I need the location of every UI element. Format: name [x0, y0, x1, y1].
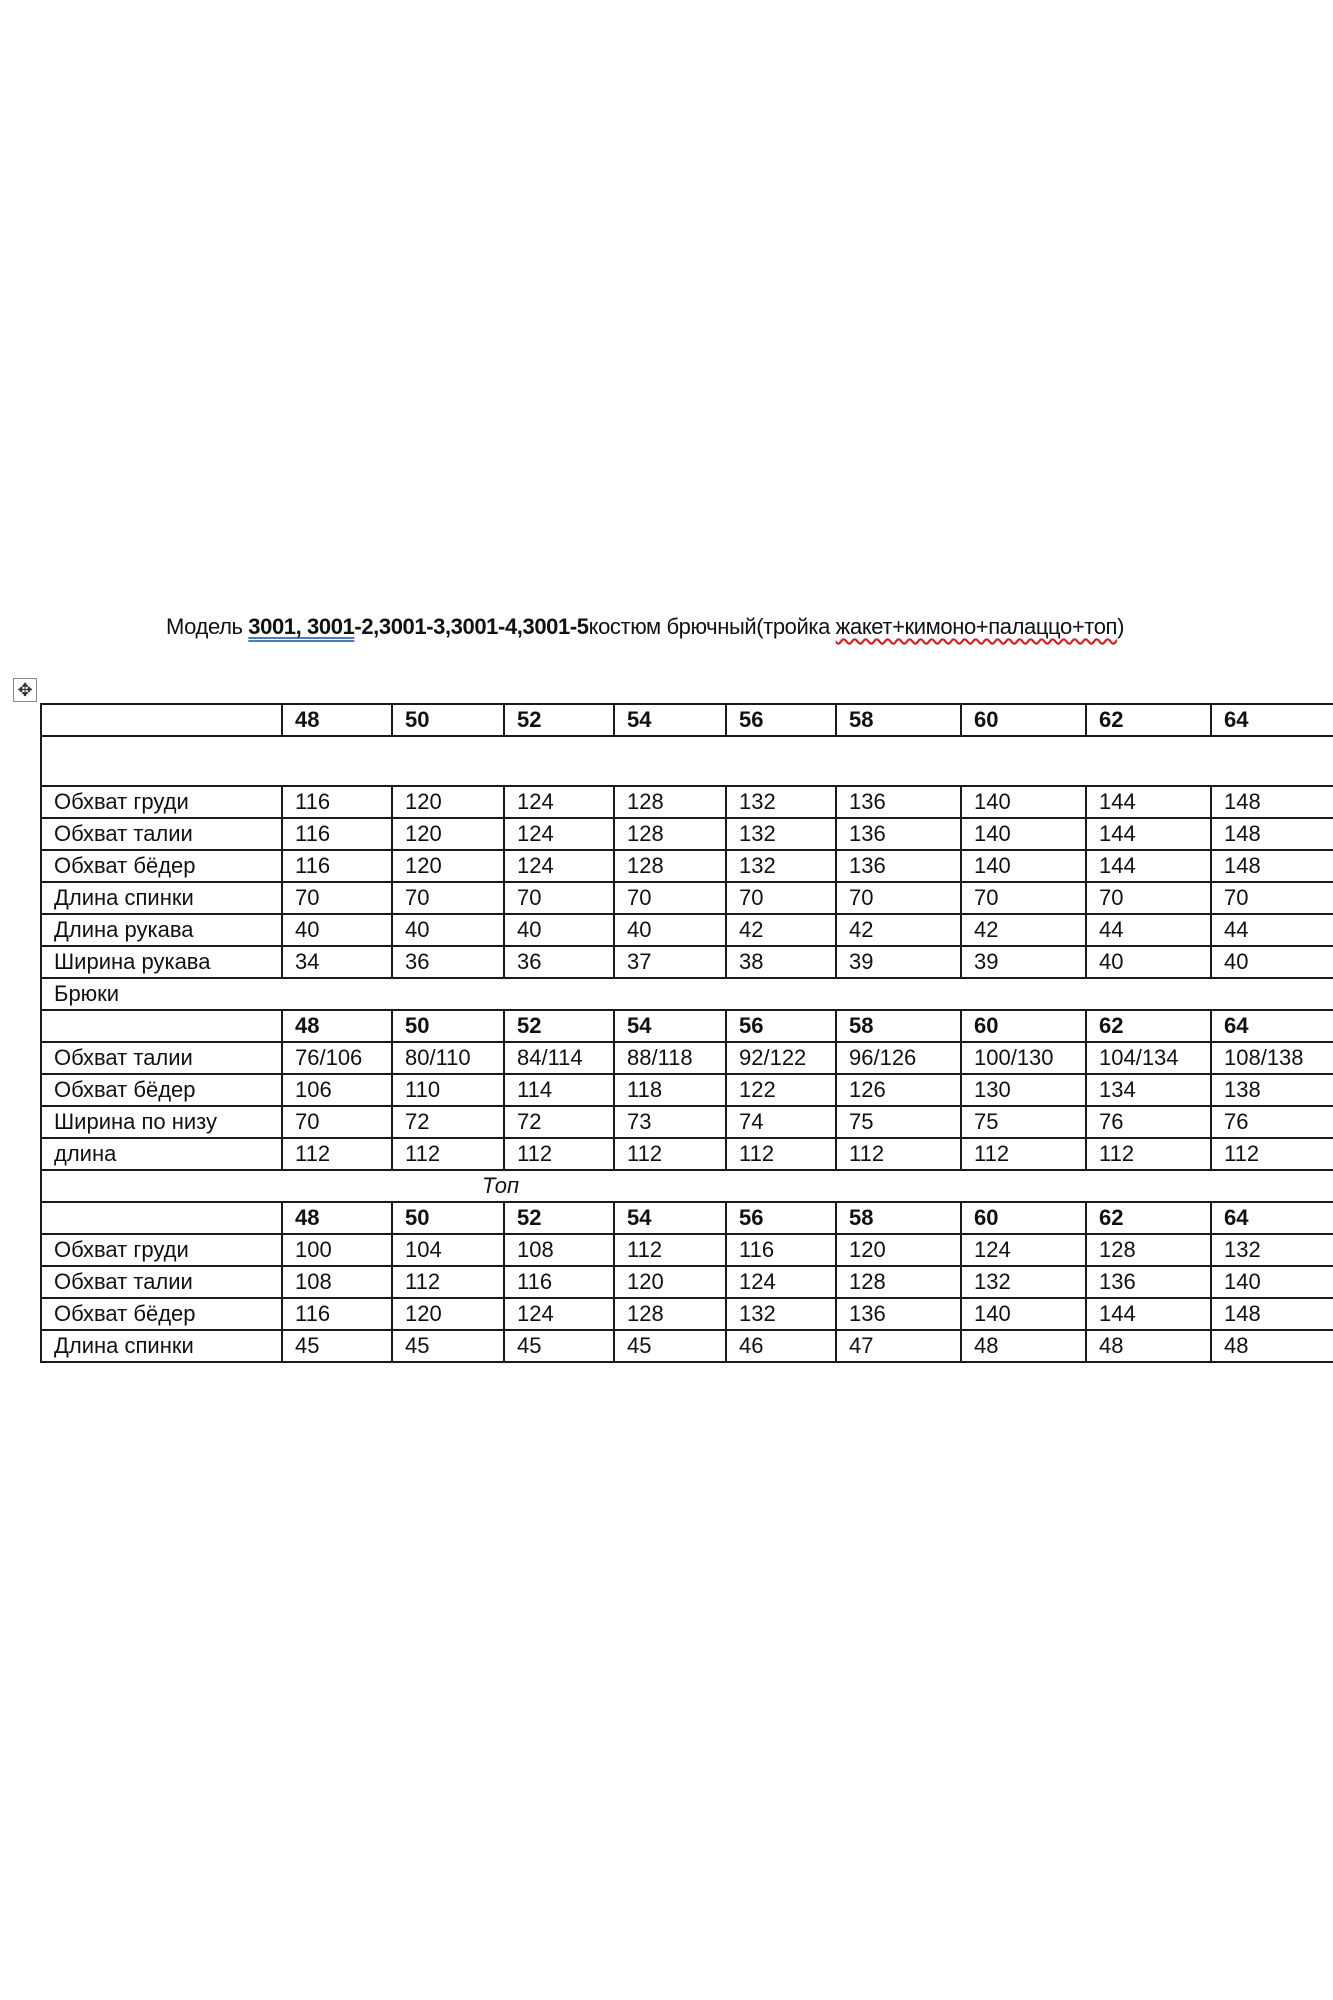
measure-value: 45 — [504, 1330, 614, 1362]
measure-value: 70 — [614, 882, 726, 914]
measure-value: 100 — [282, 1234, 392, 1266]
measure-value: 42 — [836, 914, 961, 946]
measure-label: Ширина по низу — [41, 1106, 282, 1138]
measure-value: 134 — [1086, 1074, 1211, 1106]
size-header-cell: 62 — [1086, 1010, 1211, 1042]
size-header-cell: 60 — [961, 704, 1086, 736]
measure-value: 45 — [392, 1330, 504, 1362]
measure-value: 40 — [1086, 946, 1211, 978]
measure-value: 128 — [614, 818, 726, 850]
table-row — [41, 914, 1333, 946]
measure-value: 128 — [614, 786, 726, 818]
section-heading-top: Топ — [41, 1170, 1333, 1202]
size-header-cell: 64 — [1211, 1010, 1333, 1042]
measure-value: 39 — [836, 946, 961, 978]
measure-value: 88/118 — [614, 1042, 726, 1074]
measure-value: 92/122 — [726, 1042, 836, 1074]
measure-value: 112 — [726, 1138, 836, 1170]
measure-label: Обхват груди — [41, 1234, 282, 1266]
measure-value: 120 — [614, 1266, 726, 1298]
measure-value: 124 — [961, 1234, 1086, 1266]
measure-value: 36 — [392, 946, 504, 978]
measure-value: 70 — [726, 882, 836, 914]
measure-value: 70 — [1211, 882, 1333, 914]
size-header-cell: 60 — [961, 1010, 1086, 1042]
document-title — [166, 614, 1124, 640]
measure-value: 136 — [836, 818, 961, 850]
measure-value: 84/114 — [504, 1042, 614, 1074]
measure-value: 112 — [614, 1234, 726, 1266]
measure-value: 40 — [282, 914, 392, 946]
measure-value: 128 — [614, 850, 726, 882]
measure-value: 70 — [1086, 882, 1211, 914]
measure-value: 124 — [504, 818, 614, 850]
measure-value: 116 — [282, 1298, 392, 1330]
measure-value: 104/134 — [1086, 1042, 1211, 1074]
measure-value: 130 — [961, 1074, 1086, 1106]
measure-value: 128 — [836, 1266, 961, 1298]
header-label-cell — [41, 1202, 282, 1234]
table-row — [41, 1330, 1333, 1362]
title-models: -2,3001-3,3001-4,3001-5 — [354, 614, 589, 639]
size-header-cell: 56 — [726, 1202, 836, 1234]
measure-value: 128 — [1086, 1234, 1211, 1266]
measure-value: 136 — [836, 850, 961, 882]
measure-value: 112 — [392, 1266, 504, 1298]
measure-value: 120 — [392, 818, 504, 850]
section-heading-row — [41, 978, 1333, 1010]
size-header-cell: 50 — [392, 1010, 504, 1042]
measure-label: Обхват груди — [41, 786, 282, 818]
measure-value: 122 — [726, 1074, 836, 1106]
measure-value: 104 — [392, 1234, 504, 1266]
table-row — [41, 882, 1333, 914]
measure-value: 76 — [1211, 1106, 1333, 1138]
measure-value: 96/126 — [836, 1042, 961, 1074]
measure-value: 140 — [961, 818, 1086, 850]
size-header-cell: 54 — [614, 1202, 726, 1234]
measure-value: 108/138 — [1211, 1042, 1333, 1074]
measure-value: 36 — [504, 946, 614, 978]
measure-value: 110 — [392, 1074, 504, 1106]
measure-value: 116 — [282, 850, 392, 882]
size-header-cell: 64 — [1211, 704, 1333, 736]
measure-value: 75 — [836, 1106, 961, 1138]
measure-value: 132 — [726, 786, 836, 818]
table-row — [41, 1298, 1333, 1330]
measure-value: 114 — [504, 1074, 614, 1106]
measure-value: 70 — [504, 882, 614, 914]
table-row — [41, 786, 1333, 818]
measure-value: 124 — [504, 850, 614, 882]
measure-value: 116 — [726, 1234, 836, 1266]
measure-value: 116 — [282, 818, 392, 850]
measure-value: 120 — [836, 1234, 961, 1266]
measure-value: 148 — [1211, 850, 1333, 882]
table-row — [41, 1106, 1333, 1138]
measure-value: 120 — [392, 850, 504, 882]
size-header-cell: 48 — [282, 1202, 392, 1234]
table-row — [41, 1138, 1333, 1170]
empty-row — [41, 736, 1333, 786]
measure-value: 74 — [726, 1106, 836, 1138]
measure-label: Длина спинки — [41, 1330, 282, 1362]
size-header-cell: 58 — [836, 1010, 961, 1042]
header-label-cell — [41, 1010, 282, 1042]
measure-value: 72 — [392, 1106, 504, 1138]
size-header-cell: 62 — [1086, 704, 1211, 736]
size-header-cell: 64 — [1211, 1202, 1333, 1234]
measure-value: 70 — [836, 882, 961, 914]
measure-value: 108 — [282, 1266, 392, 1298]
table-row — [41, 818, 1333, 850]
measure-value: 76 — [1086, 1106, 1211, 1138]
measure-value: 140 — [961, 1298, 1086, 1330]
measure-label: Обхват талии — [41, 1042, 282, 1074]
measure-label: Длина рукава — [41, 914, 282, 946]
measure-value: 112 — [961, 1138, 1086, 1170]
measure-value: 138 — [1211, 1074, 1333, 1106]
measure-value: 45 — [282, 1330, 392, 1362]
measure-value: 48 — [961, 1330, 1086, 1362]
size-header-cell: 54 — [614, 1010, 726, 1042]
table-row — [41, 1074, 1333, 1106]
measure-value: 80/110 — [392, 1042, 504, 1074]
measure-label: длина — [41, 1138, 282, 1170]
measure-value: 132 — [726, 818, 836, 850]
size-header-cell: 48 — [282, 1010, 392, 1042]
size-header-cell: 48 — [282, 704, 392, 736]
measure-value: 48 — [1086, 1330, 1211, 1362]
measure-value: 40 — [614, 914, 726, 946]
size-header-cell: 52 — [504, 704, 614, 736]
measure-value: 76/106 — [282, 1042, 392, 1074]
measure-value: 126 — [836, 1074, 961, 1106]
title-middle: костюм брючный(тройка — [588, 614, 836, 639]
measure-value: 148 — [1211, 1298, 1333, 1330]
header-label-cell — [41, 704, 282, 736]
measure-value: 48 — [1211, 1330, 1333, 1362]
size-header-cell: 54 — [614, 704, 726, 736]
measure-value: 70 — [961, 882, 1086, 914]
measure-value: 75 — [961, 1106, 1086, 1138]
size-header-cell: 50 — [392, 1202, 504, 1234]
measure-value: 112 — [836, 1138, 961, 1170]
measure-value: 112 — [504, 1138, 614, 1170]
table-row — [41, 1266, 1333, 1298]
measure-value: 40 — [1211, 946, 1333, 978]
measure-value: 37 — [614, 946, 726, 978]
title-prefix: Модель — [166, 614, 249, 639]
measure-value: 73 — [614, 1106, 726, 1138]
section-heading-trousers: Брюки — [41, 978, 1333, 1010]
measure-value: 39 — [961, 946, 1086, 978]
size-header-cell: 52 — [504, 1010, 614, 1042]
title-models-underlined: 3001, 3001 — [248, 614, 355, 639]
table-row — [41, 946, 1333, 978]
measure-value: 120 — [392, 786, 504, 818]
measure-value: 140 — [961, 850, 1086, 882]
measure-value: 140 — [1211, 1266, 1333, 1298]
size-header-cell: 56 — [726, 1010, 836, 1042]
measure-value: 42 — [726, 914, 836, 946]
measure-value: 124 — [726, 1266, 836, 1298]
measure-value: 116 — [282, 786, 392, 818]
measure-value: 118 — [614, 1074, 726, 1106]
measure-value: 132 — [726, 1298, 836, 1330]
measure-value: 148 — [1211, 818, 1333, 850]
measure-value: 120 — [392, 1298, 504, 1330]
size-header-cell: 58 — [836, 704, 961, 736]
table-row — [41, 1042, 1333, 1074]
measure-value: 128 — [614, 1298, 726, 1330]
measure-value: 132 — [726, 850, 836, 882]
measure-value: 136 — [836, 1298, 961, 1330]
measure-value: 72 — [504, 1106, 614, 1138]
size-header-cell: 56 — [726, 704, 836, 736]
measure-value: 144 — [1086, 850, 1211, 882]
empty-cell — [41, 736, 1333, 786]
measure-value: 144 — [1086, 818, 1211, 850]
size-header-cell: 50 — [392, 704, 504, 736]
measure-value: 70 — [282, 882, 392, 914]
measure-value: 124 — [504, 1298, 614, 1330]
measure-value: 40 — [504, 914, 614, 946]
size-header-cell: 52 — [504, 1202, 614, 1234]
measure-value: 47 — [836, 1330, 961, 1362]
measure-value: 70 — [392, 882, 504, 914]
table-row — [41, 1234, 1333, 1266]
measure-value: 112 — [1211, 1138, 1333, 1170]
measure-value: 116 — [504, 1266, 614, 1298]
measure-value: 132 — [961, 1266, 1086, 1298]
measure-value: 34 — [282, 946, 392, 978]
measure-value: 108 — [504, 1234, 614, 1266]
measure-value: 46 — [726, 1330, 836, 1362]
size-header-cell: 58 — [836, 1202, 961, 1234]
measure-label: Обхват бёдер — [41, 850, 282, 882]
measure-value: 44 — [1211, 914, 1333, 946]
measure-value: 44 — [1086, 914, 1211, 946]
measure-value: 45 — [614, 1330, 726, 1362]
measure-value: 132 — [1211, 1234, 1333, 1266]
size-header-row — [41, 704, 1333, 736]
table-row — [41, 850, 1333, 882]
size-header-cell: 62 — [1086, 1202, 1211, 1234]
measure-value: 40 — [392, 914, 504, 946]
size-table — [40, 703, 1333, 1363]
measure-value: 136 — [836, 786, 961, 818]
measure-value: 70 — [282, 1106, 392, 1138]
title-suffix: ) — [1117, 614, 1125, 639]
measure-value: 140 — [961, 786, 1086, 818]
measure-value: 112 — [1086, 1138, 1211, 1170]
measure-label: Обхват бёдер — [41, 1298, 282, 1330]
measure-value: 106 — [282, 1074, 392, 1106]
measure-value: 144 — [1086, 1298, 1211, 1330]
measure-label: Ширина рукава — [41, 946, 282, 978]
measure-label: Длина спинки — [41, 882, 282, 914]
size-header-row — [41, 1010, 1333, 1042]
measure-label: Обхват бёдер — [41, 1074, 282, 1106]
measure-value: 100/130 — [961, 1042, 1086, 1074]
size-header-cell: 60 — [961, 1202, 1086, 1234]
measure-value: 38 — [726, 946, 836, 978]
table-move-handle-icon[interactable]: ✥ — [13, 678, 37, 702]
title-spellcheck-word: жакет+кимоно+палаццо+топ — [835, 614, 1118, 639]
measure-value: 42 — [961, 914, 1086, 946]
measure-value: 112 — [614, 1138, 726, 1170]
measure-label: Обхват талии — [41, 1266, 282, 1298]
measure-value: 112 — [282, 1138, 392, 1170]
size-header-row — [41, 1202, 1333, 1234]
measure-value: 144 — [1086, 786, 1211, 818]
section-heading-row — [41, 1170, 1333, 1202]
measure-label: Обхват талии — [41, 818, 282, 850]
measure-value: 124 — [504, 786, 614, 818]
measure-value: 112 — [392, 1138, 504, 1170]
measure-value: 148 — [1211, 786, 1333, 818]
measure-value: 136 — [1086, 1266, 1211, 1298]
